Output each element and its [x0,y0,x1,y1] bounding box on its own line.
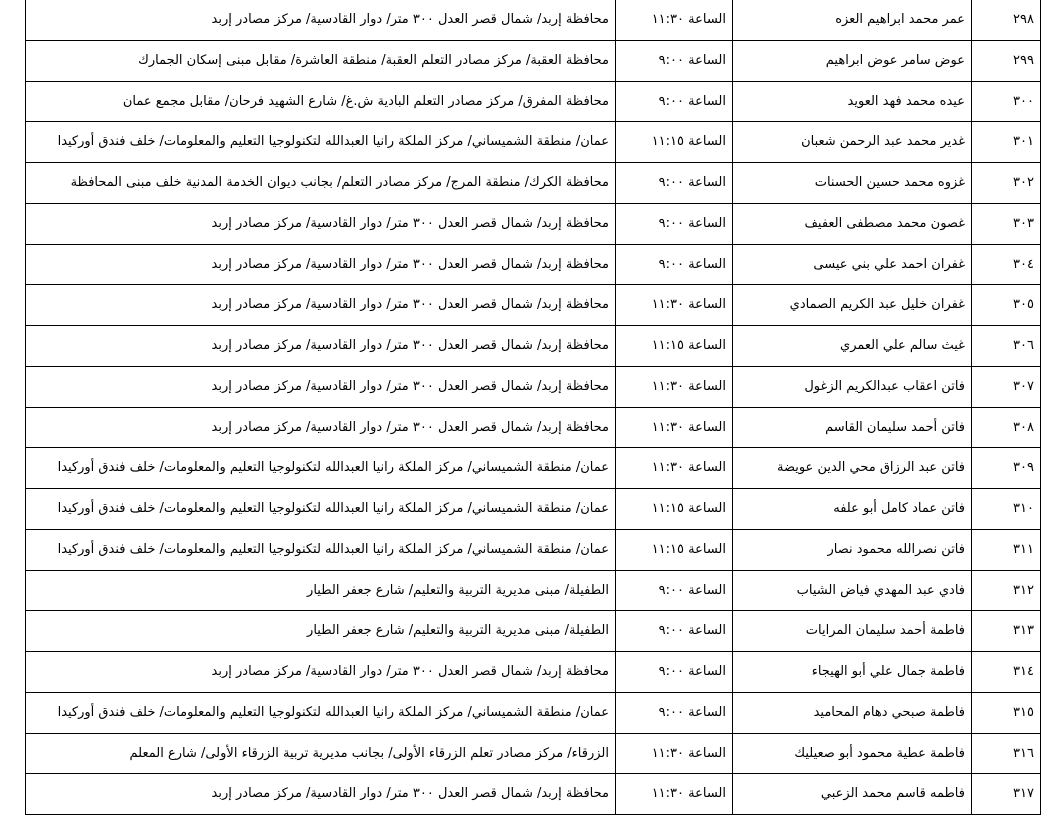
row-number: ٣١٧ [972,774,1041,815]
table-row [26,448,1041,489]
table-row [26,774,1041,815]
table-row [26,366,1041,407]
row-number: ٣٠١ [972,122,1041,163]
row-number: ٢٩٨ [972,0,1041,40]
row-number: ٣١٠ [972,489,1041,530]
candidate-name: فادي عبد المهدي فياض الشياب [733,570,972,611]
exam-location: الطفيلة/ مبنى مديرية التربية والتعليم/ شارع جعفر الطيار [26,611,616,652]
exam-location: عمان/ منطقة الشميساني/ مركز الملكة رانيا العبدالله لتكنولوجيا التعليم والمعلومات/ خلف فندق أوركيدا [26,489,616,530]
exam-time: الساعة ٩:٠٠ [616,203,733,244]
exam-location: عمان/ منطقة الشميساني/ مركز الملكة رانيا العبدالله لتكنولوجيا التعليم والمعلومات/ خلف فندق أوركيدا [26,448,616,489]
exam-time: الساعة ١١:٣٠ [616,0,733,40]
exam-time: الساعة ١١:١٥ [616,326,733,367]
table-row [26,733,1041,774]
candidate-name: فاتن اعقاب عبدالكريم الزغول [733,366,972,407]
row-number: ٣١٦ [972,733,1041,774]
row-number: ٣١٤ [972,652,1041,693]
row-number: ٢٩٩ [972,40,1041,81]
candidate-name: فاتن نصرالله محمود نصار [733,529,972,570]
exam-time: الساعة ٩:٠٠ [616,611,733,652]
table-row [26,163,1041,204]
table-row [26,203,1041,244]
exam-location: الزرقاء/ مركز مصادر تعلم الزرقاء الأولى/ بجانب مديرية تربية الزرقاء الأولى/ شارع المعلم [26,733,616,774]
exam-location: محافظة إربد/ شمال قصر العدل ٣٠٠ متر/ دوار القادسية/ مركز مصادر إربد [26,652,616,693]
candidate-name: غفران خليل عبد الكريم الصمادي [733,285,972,326]
table-row [26,81,1041,122]
candidate-name: غدير محمد عبد الرحمن شعبان [733,122,972,163]
exam-time: الساعة ١١:٣٠ [616,448,733,489]
row-number: ٣٠٠ [972,81,1041,122]
candidate-name: غزوه محمد حسين الحسنات [733,163,972,204]
table-row [26,529,1041,570]
exam-time: الساعة ٩:٠٠ [616,81,733,122]
table-row [26,326,1041,367]
row-number: ٣١٥ [972,692,1041,733]
candidate-name: عمر محمد ابراهيم العزه [733,0,972,40]
row-number: ٣٠٥ [972,285,1041,326]
candidate-name: فاطمة صبحي دهام المحاميد [733,692,972,733]
exam-time: الساعة ١١:٣٠ [616,407,733,448]
row-number: ٣٠٩ [972,448,1041,489]
table-row [26,692,1041,733]
exam-time: الساعة ١١:٣٠ [616,366,733,407]
exam-time: الساعة ٩:٠٠ [616,40,733,81]
candidate-name: فاتن أحمد سليمان القاسم [733,407,972,448]
table-row [26,244,1041,285]
exam-location: محافظة إربد/ شمال قصر العدل ٣٠٠ متر/ دوار القادسية/ مركز مصادر إربد [26,326,616,367]
row-number: ٣٠٢ [972,163,1041,204]
exam-time: الساعة ١١:٣٠ [616,774,733,815]
candidate-name: فاطمه قاسم محمد الزعبي [733,774,972,815]
table-row [26,40,1041,81]
row-number: ٣٠٨ [972,407,1041,448]
table-row [26,652,1041,693]
exam-time: الساعة ١١:٣٠ [616,285,733,326]
exam-location: محافظة المفرق/ مركز مصادر التعلم البادية ش.غ/ شارع الشهيد فرحان/ مقابل مجمع عمان [26,81,616,122]
exam-location: محافظة إربد/ شمال قصر العدل ٣٠٠ متر/ دوار القادسية/ مركز مصادر إربد [26,0,616,40]
exam-time: الساعة ٩:٠٠ [616,244,733,285]
exam-time: الساعة ١١:١٥ [616,489,733,530]
candidate-name: فاطمة جمال علي أبو الهيجاء [733,652,972,693]
schedule-table-body [26,0,1041,815]
row-number: ٣٠٤ [972,244,1041,285]
candidate-name: فاتن عماد كامل أبو علفه [733,489,972,530]
row-number: ٣٠٧ [972,366,1041,407]
exam-time: الساعة ٩:٠٠ [616,163,733,204]
exam-location: محافظة إربد/ شمال قصر العدل ٣٠٠ متر/ دوار القادسية/ مركز مصادر إربد [26,407,616,448]
candidate-name: فاطمة عطية محمود أبو صعيليك [733,733,972,774]
candidate-name: فاطمة أحمد سليمان المرايات [733,611,972,652]
row-number: ٣١٣ [972,611,1041,652]
candidate-name: عيده محمد فهد العويد [733,81,972,122]
table-row [26,489,1041,530]
row-number: ٣٠٦ [972,326,1041,367]
exam-time: الساعة ١١:٣٠ [616,733,733,774]
row-number: ٣١١ [972,529,1041,570]
exam-location: الطفيلة/ مبنى مديرية التربية والتعليم/ شارع جعفر الطيار [26,570,616,611]
candidate-name: غصون محمد مصطفى العفيف [733,203,972,244]
exam-time: الساعة ٩:٠٠ [616,652,733,693]
candidate-name: غفران احمد علي بني عيسى [733,244,972,285]
exam-location: محافظة الكرك/ منطقة المرج/ مركز مصادر التعلم/ بجانب ديوان الخدمة المدنية خلف مبنى المحافظة [26,163,616,204]
exam-time: الساعة ١١:١٥ [616,529,733,570]
exam-schedule-table [25,0,1041,815]
exam-location: محافظة العقبة/ مركز مصادر التعلم العقبة/ منطقة العاشرة/ مقابل مبنى إسكان الجمارك [26,40,616,81]
exam-location: محافظة إربد/ شمال قصر العدل ٣٠٠ متر/ دوار القادسية/ مركز مصادر إربد [26,366,616,407]
exam-location: محافظة إربد/ شمال قصر العدل ٣٠٠ متر/ دوار القادسية/ مركز مصادر إربد [26,244,616,285]
table-row [26,570,1041,611]
exam-time: الساعة ٩:٠٠ [616,692,733,733]
candidate-name: عوض سامر عوض ابراهيم [733,40,972,81]
table-row [26,407,1041,448]
exam-time: الساعة ١١:١٥ [616,122,733,163]
row-number: ٣٠٣ [972,203,1041,244]
exam-location: عمان/ منطقة الشميساني/ مركز الملكة رانيا العبدالله لتكنولوجيا التعليم والمعلومات/ خلف فندق أوركيدا [26,529,616,570]
exam-location: محافظة إربد/ شمال قصر العدل ٣٠٠ متر/ دوار القادسية/ مركز مصادر إربد [26,774,616,815]
row-number: ٣١٢ [972,570,1041,611]
exam-time: الساعة ٩:٠٠ [616,570,733,611]
candidate-name: غيث سالم علي العمري [733,326,972,367]
table-row [26,122,1041,163]
candidate-name: فاتن عبد الرزاق محي الدين عويضة [733,448,972,489]
table-row [26,285,1041,326]
exam-location: محافظة إربد/ شمال قصر العدل ٣٠٠ متر/ دوار القادسية/ مركز مصادر إربد [26,203,616,244]
exam-location: محافظة إربد/ شمال قصر العدل ٣٠٠ متر/ دوار القادسية/ مركز مصادر إربد [26,285,616,326]
table-row [26,611,1041,652]
exam-location: عمان/ منطقة الشميساني/ مركز الملكة رانيا العبدالله لتكنولوجيا التعليم والمعلومات/ خلف فندق أوركيدا [26,692,616,733]
exam-location: عمان/ منطقة الشميساني/ مركز الملكة رانيا العبدالله لتكنولوجيا التعليم والمعلومات/ خلف فندق أوركيدا [26,122,616,163]
table-row [26,0,1041,40]
